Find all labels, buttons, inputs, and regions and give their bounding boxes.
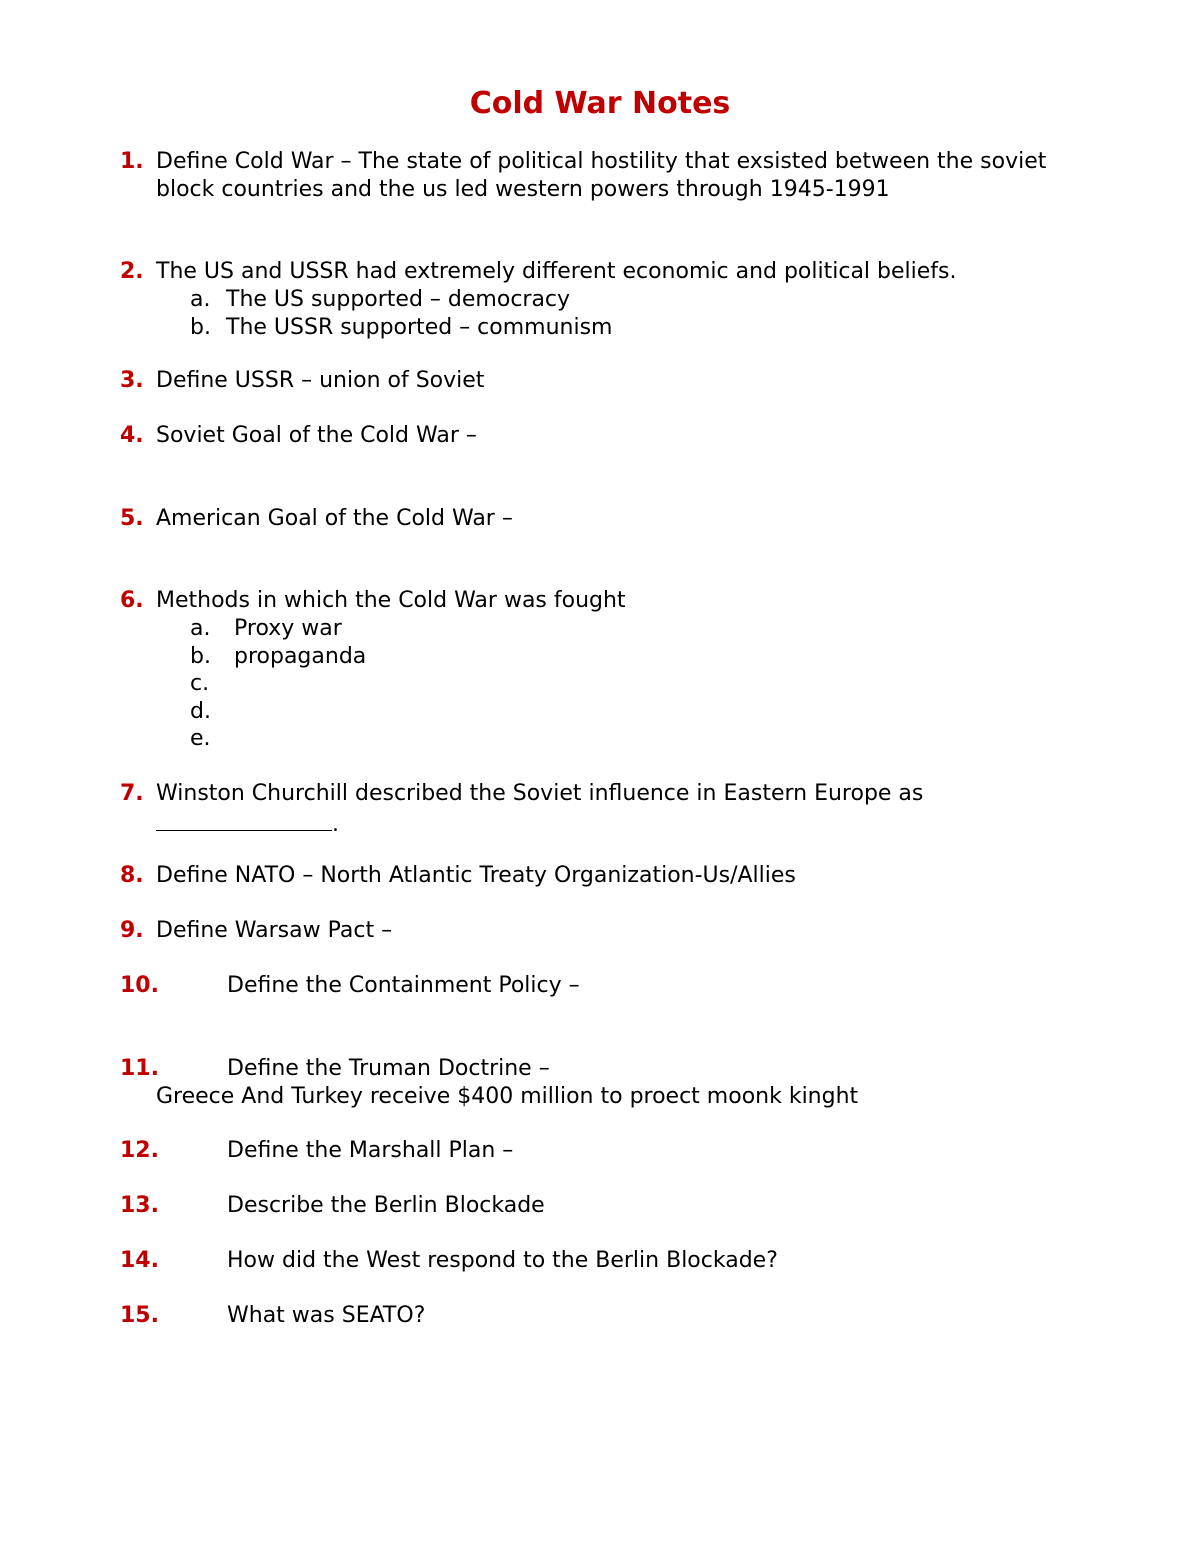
page-title: Cold War Notes [469, 86, 731, 121]
item-text: Define USSR – union of Soviet [156, 368, 485, 393]
sub-item-2b [190, 314, 612, 342]
sub-item-6c [190, 670, 234, 698]
list-item-14 [120, 1247, 1120, 1275]
sub-item-6d [190, 698, 234, 726]
list-item-1 [120, 148, 1120, 204]
item-text: Soviet Goal of the Cold War – [156, 423, 477, 448]
list-item-5 [120, 505, 1120, 533]
fill-in-blank [156, 808, 332, 831]
sub-item-letter: a. [190, 287, 211, 312]
sub-item-letter: b. [190, 315, 211, 340]
item-text: Define the Marshall Plan – [227, 1138, 514, 1163]
item-text: Define Warsaw Pact – [156, 918, 393, 943]
sub-item-6a [190, 615, 342, 643]
sub-item-6e [190, 725, 234, 753]
item-text: Define NATO – North Atlantic Treaty Organization-Us/Allies [156, 863, 796, 888]
item-text: Describe the Berlin Blockade [227, 1193, 545, 1218]
item-number: 4. [120, 423, 144, 448]
item-text: Winston Churchill described the Soviet influence in Eastern Europe as [156, 781, 924, 806]
sub-item-text: propaganda [234, 644, 367, 669]
list-item-15 [120, 1302, 1120, 1330]
list-item-7 [120, 780, 1120, 839]
item-text: Define the Containment Policy – [227, 973, 580, 998]
sub-item-letter: c. [190, 671, 210, 696]
item-number: 7. [120, 781, 144, 806]
sub-item-6b [190, 643, 366, 671]
sub-item-text: The USSR supported – communism [226, 315, 613, 340]
item-continuation: Greece And Turkey receive $400 million to proect moonk kinght [156, 1084, 859, 1109]
item-continuation: . [332, 812, 339, 837]
item-number: 3. [120, 368, 144, 393]
item-number: 11. [120, 1056, 159, 1081]
item-number: 14. [120, 1248, 159, 1273]
sub-item-2a [190, 286, 570, 314]
item-number: 9. [120, 918, 144, 943]
item-number: 5. [120, 506, 144, 531]
item-text: What was SEATO? [227, 1303, 426, 1328]
list-item-11 [120, 1055, 1120, 1111]
sub-item-text: The US supported – democracy [226, 287, 571, 312]
list-item-2 [120, 258, 1120, 286]
list-item-12 [120, 1137, 1120, 1165]
list-item-8 [120, 862, 1120, 890]
list-item-4 [120, 422, 1120, 450]
list-item-10 [120, 972, 1120, 1000]
item-text: The US and USSR had extremely different economic and political beliefs. [156, 259, 957, 284]
item-number: 15. [120, 1303, 159, 1328]
item-continuation-line [156, 808, 1120, 839]
item-continuation: block countries and the us led western powers through 1945-1991 [156, 177, 890, 202]
list-item-3 [120, 367, 1120, 395]
list-item-6 [120, 587, 1120, 615]
item-number: 13. [120, 1193, 159, 1218]
list-item-9 [120, 917, 1120, 945]
sub-item-letter: b. [190, 644, 211, 669]
item-text: Define the Truman Doctrine – [227, 1056, 550, 1081]
item-text: How did the West respond to the Berlin Blockade? [227, 1248, 778, 1273]
item-text: Define Cold War – The state of political hostility that exsisted between the soviet [156, 149, 1047, 174]
item-text: Methods in which the Cold War was fought [156, 588, 626, 613]
sub-item-letter: a. [190, 616, 211, 641]
item-number: 1. [120, 149, 144, 174]
item-number: 6. [120, 588, 144, 613]
item-number: 2. [120, 259, 144, 284]
item-number: 12. [120, 1138, 159, 1163]
item-text: American Goal of the Cold War – [156, 506, 513, 531]
sub-item-text: Proxy war [234, 616, 342, 641]
list-item-13 [120, 1192, 1120, 1220]
sub-item-letter: d. [190, 699, 211, 724]
item-number: 10. [120, 973, 159, 998]
item-number: 8. [120, 863, 144, 888]
sub-item-letter: e. [190, 726, 211, 751]
